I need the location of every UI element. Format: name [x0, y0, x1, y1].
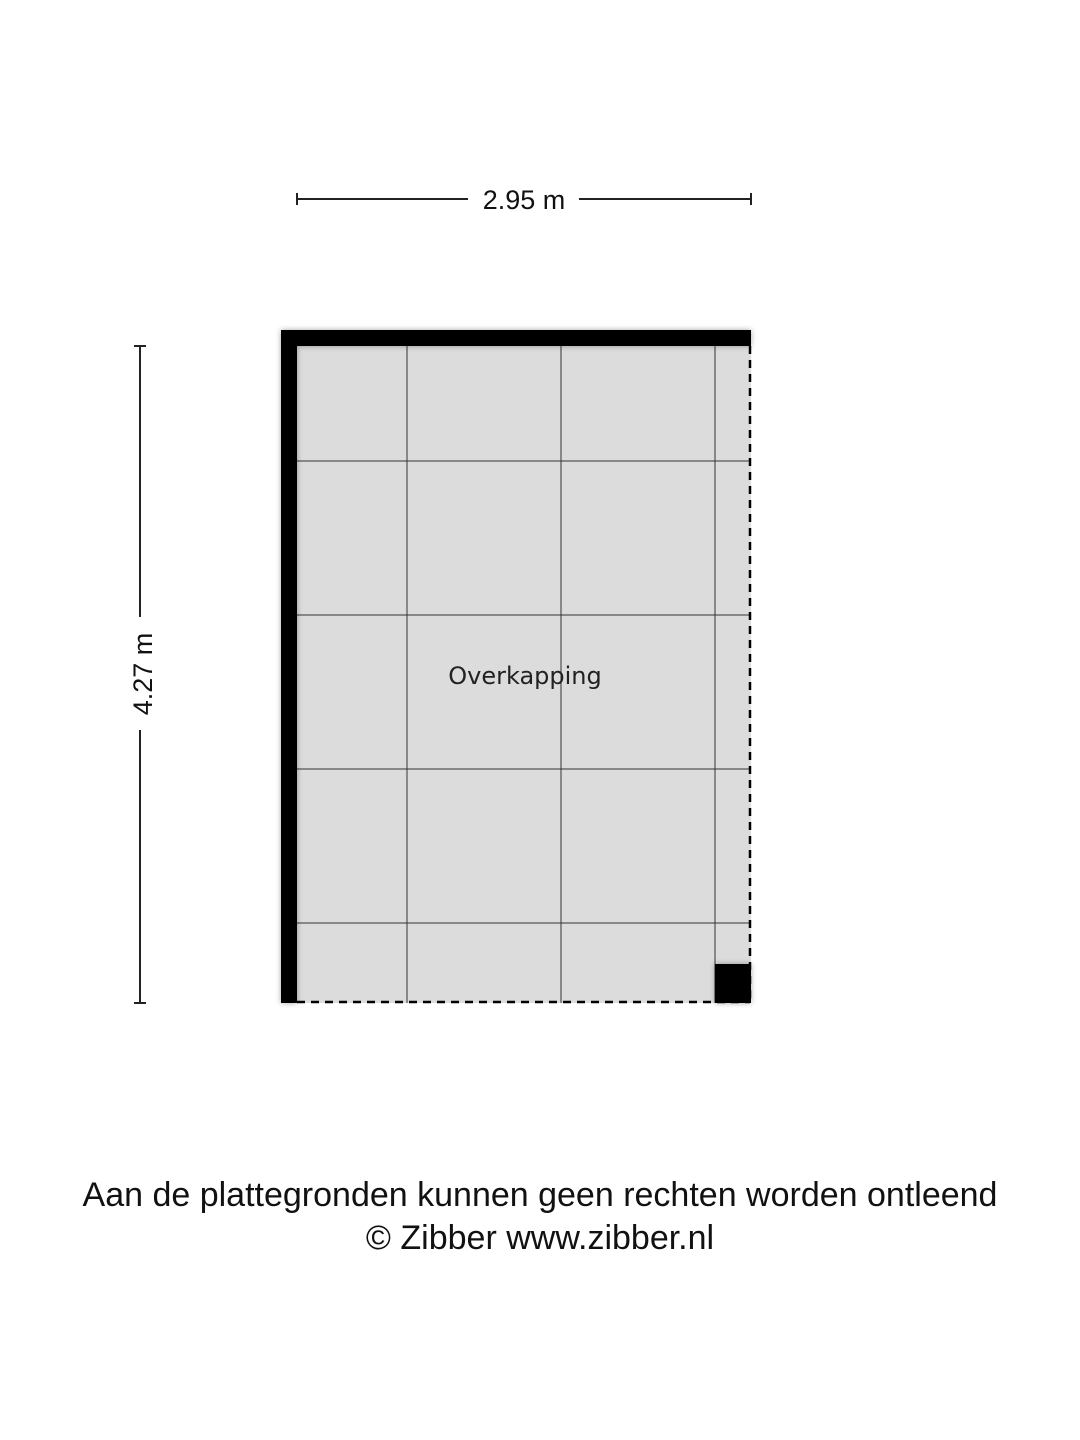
left-wall	[281, 330, 297, 1003]
corner-post	[715, 964, 751, 1003]
copyright-text: © Zibber www.zibber.nl	[365, 1219, 715, 1257]
height-dimension	[128, 346, 158, 1003]
room-label: Overkapping	[448, 662, 602, 690]
height-label: 4.27 m	[128, 632, 158, 716]
width-label: 2.95 m	[482, 185, 566, 215]
room-overkapping	[281, 330, 751, 1003]
width-dimension	[297, 185, 751, 215]
top-wall	[281, 330, 751, 346]
disclaimer-text: Aan de plattegronden kunnen geen rechten worden ontleend	[82, 1176, 998, 1214]
